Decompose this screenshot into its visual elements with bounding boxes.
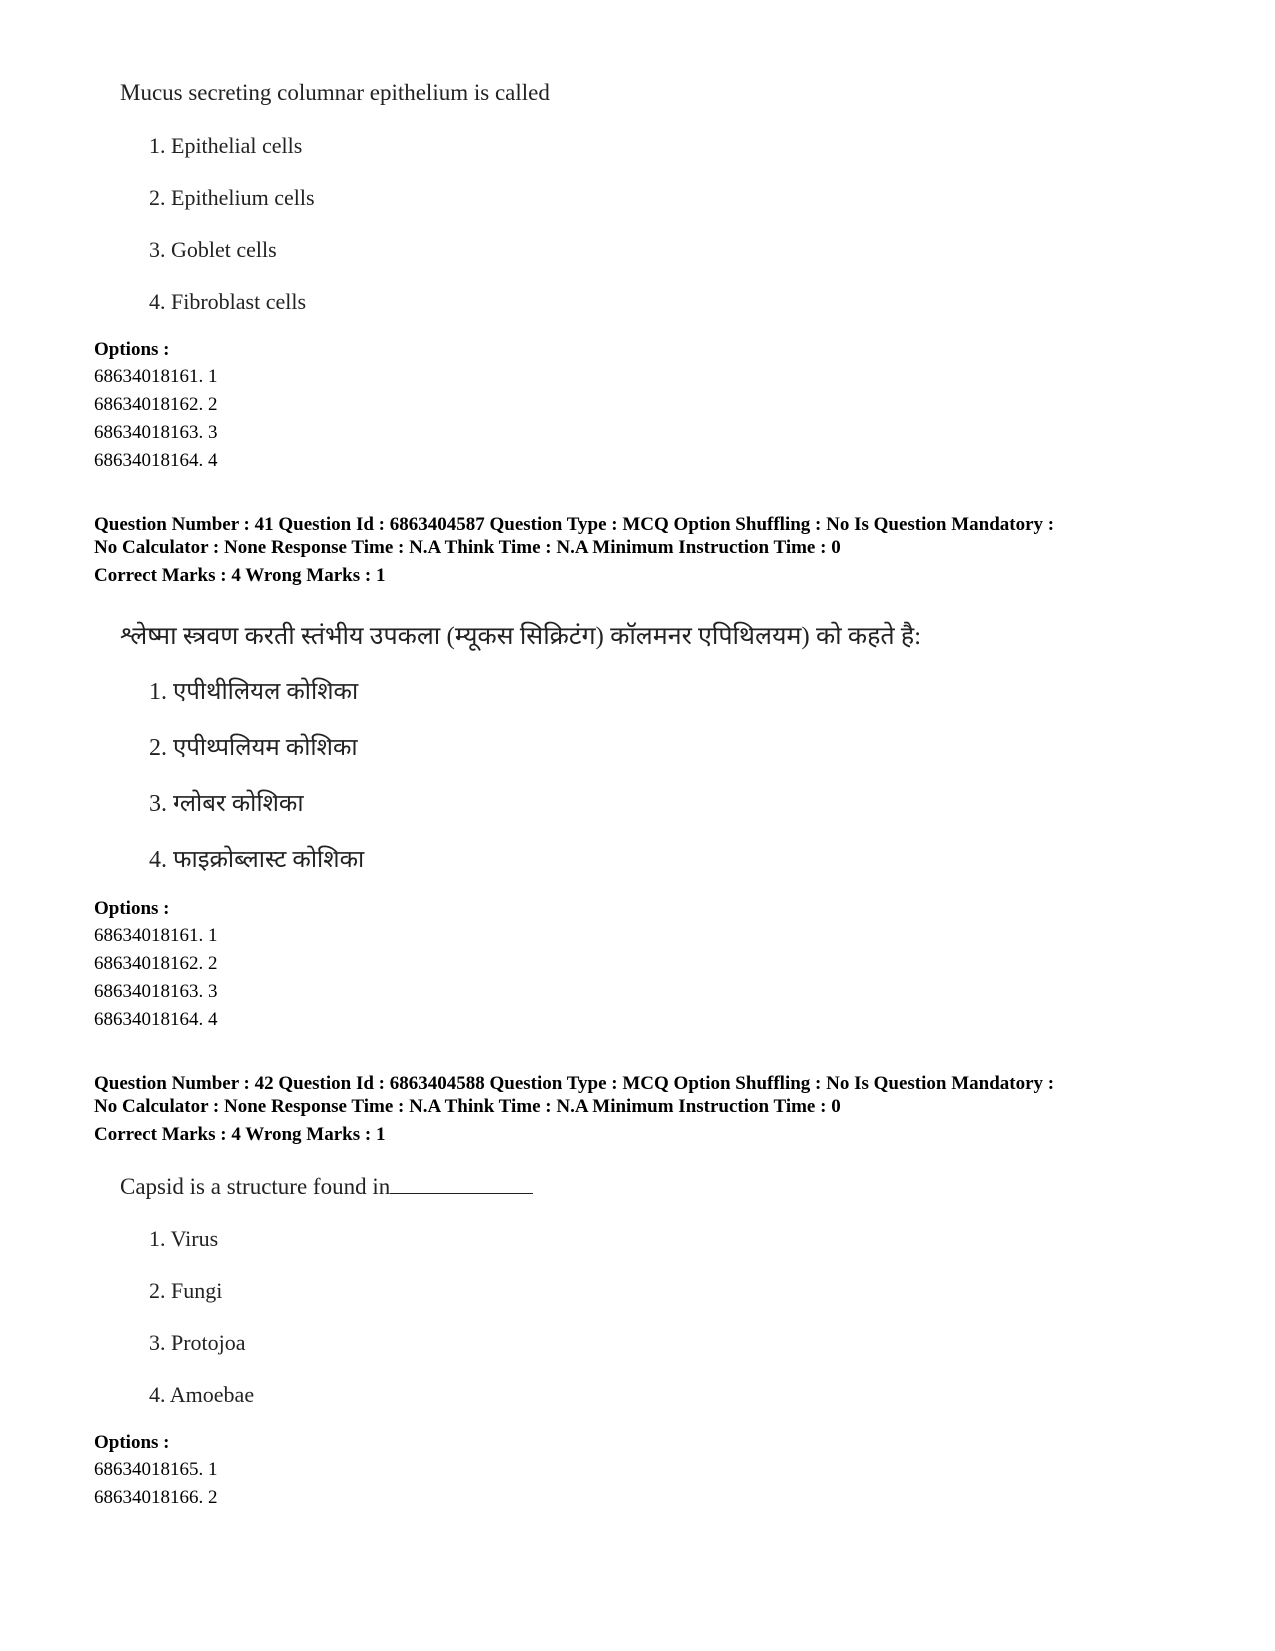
question-stem: Mucus secreting columnar epithelium is called	[120, 80, 550, 105]
option-id-line: 68634018165. 1	[94, 1459, 218, 1480]
answer-choice-2: 2. एपीथ्पलियम कोशिका	[149, 735, 358, 761]
answer-choice-1: 1. एपीथीलियल कोशिका	[149, 679, 359, 705]
option-id-line: 68634018161. 1	[94, 366, 218, 387]
answer-choice-4: 4. फाइक्रोब्लास्ट कोशिका	[149, 847, 365, 873]
question-stem: Capsid is a structure found in	[120, 1174, 391, 1199]
question-stem-row	[120, 1174, 533, 1200]
options-heading: Options :	[94, 1432, 170, 1453]
option-id-line: 68634018166. 2	[94, 1487, 218, 1508]
answer-choice-3: 3. ग्लोबर कोशिका	[149, 791, 304, 817]
fill-in-blank-line	[390, 1175, 533, 1194]
answer-choice-2: 2. Fungi	[149, 1278, 223, 1303]
question-meta-line-2: No Calculator : None Response Time : N.A Think Time : N.A Minimum Instruction Time : 0	[94, 537, 841, 558]
option-id-line: 68634018163. 3	[94, 981, 218, 1002]
question-marks: Correct Marks : 4 Wrong Marks : 1	[94, 1124, 386, 1145]
options-heading: Options :	[94, 898, 170, 919]
answer-choice-2: 2. Epithelium cells	[149, 185, 315, 210]
question-meta-line-2: No Calculator : None Response Time : N.A Think Time : N.A Minimum Instruction Time : 0	[94, 1096, 841, 1117]
answer-choice-1: 1. Epithelial cells	[149, 133, 303, 158]
answer-choice-3: 3. Goblet cells	[149, 237, 277, 262]
question-meta-line-1: Question Number : 42 Question Id : 6863404588 Question Type : MCQ Option Shuffling : No Is Question Mandatory :	[94, 1073, 1055, 1094]
answer-choice-4: 4. Fibroblast cells	[149, 289, 307, 314]
answer-choice-4: 4. Amoebae	[149, 1382, 255, 1407]
question-stem: श्लेष्मा स्त्रवण करती स्तंभीय उपकला (म्यूकस सिक्रिटंग) कॉलमनर एपिथिलयम) को कहते है:	[120, 623, 922, 650]
question-meta-line-1: Question Number : 41 Question Id : 6863404587 Question Type : MCQ Option Shuffling : No Is Question Mandatory :	[94, 514, 1055, 535]
option-id-line: 68634018164. 4	[94, 1009, 218, 1030]
option-id-line: 68634018162. 2	[94, 394, 218, 415]
option-id-line: 68634018162. 2	[94, 953, 218, 974]
options-heading: Options :	[94, 339, 170, 360]
answer-choice-1: 1. Virus	[149, 1226, 219, 1251]
question-marks: Correct Marks : 4 Wrong Marks : 1	[94, 565, 386, 586]
answer-choice-3: 3. Protojoa	[149, 1330, 246, 1355]
option-id-line: 68634018161. 1	[94, 925, 218, 946]
option-id-line: 68634018163. 3	[94, 422, 218, 443]
option-id-line: 68634018164. 4	[94, 450, 218, 471]
